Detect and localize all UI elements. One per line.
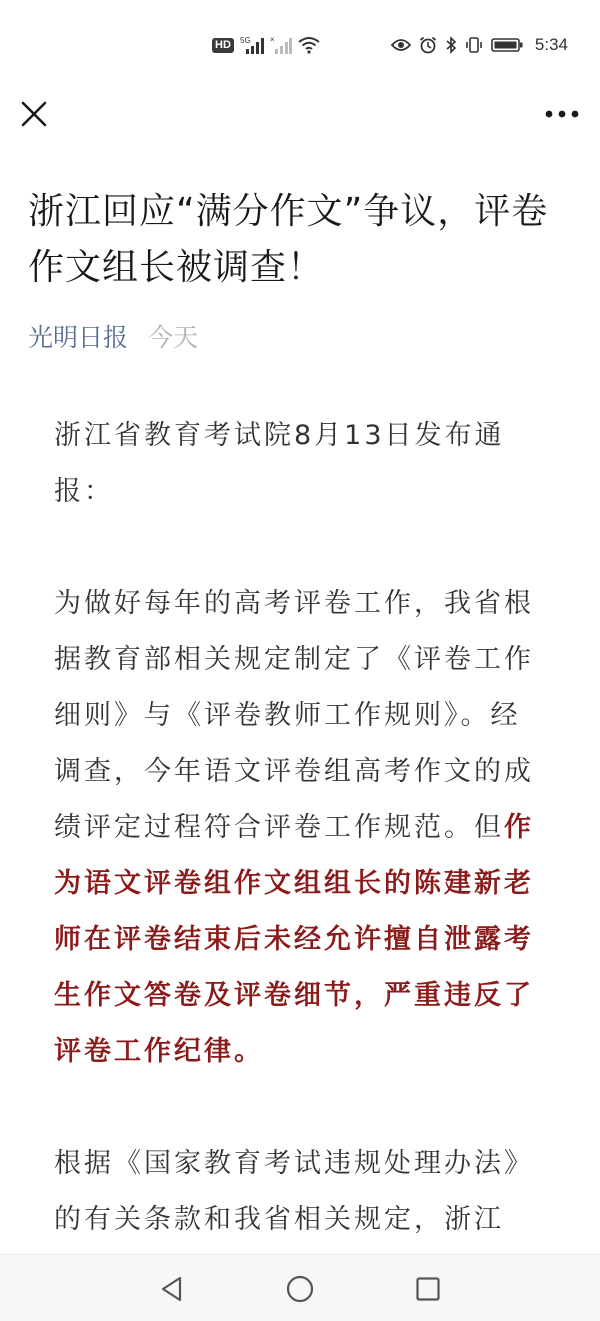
status-right-group <box>391 32 568 58</box>
svg-text:5G: 5G <box>239 36 251 45</box>
svg-text:×: × <box>269 35 275 44</box>
more-icon <box>545 110 579 118</box>
vibrate-icon <box>465 36 483 54</box>
article-meta <box>28 318 198 354</box>
article-source-link[interactable]: 光明日报 <box>28 323 129 352</box>
home-button[interactable] <box>280 1269 320 1309</box>
status-left-group <box>212 33 320 57</box>
hd-voice-icon: HD <box>212 38 234 53</box>
paragraph-2-text: 为做好每年的高考评卷工作，我省根据教育部相关规定制定了《评卷工作细则》与《评卷教师工作规则》。经调查，今年语文评卷组高考作文的成绩评定过程符合评卷工作规范。但 <box>54 588 534 843</box>
article-content <box>54 408 550 1248</box>
recents-button[interactable] <box>408 1269 448 1309</box>
paragraph-3: 根据《国家教育考试违规处理办法》的有关条款和我省相关规定，浙江 <box>54 1148 534 1235</box>
paragraph-spacer <box>54 1080 550 1136</box>
paragraph-2 <box>54 576 550 1080</box>
paragraph-1: 浙江省教育考试院8月13日发布通报： <box>54 420 505 507</box>
wifi-icon <box>298 36 320 54</box>
signal-5g-icon <box>240 35 264 55</box>
close-button[interactable] <box>14 94 54 134</box>
back-button[interactable] <box>152 1269 192 1309</box>
status-time: 5:34 <box>534 35 568 54</box>
back-triangle-icon <box>159 1275 185 1303</box>
article-nav-bar <box>0 88 600 136</box>
article-date: 今天 <box>148 323 199 352</box>
home-circle-icon <box>285 1274 315 1304</box>
close-icon <box>21 101 47 127</box>
paragraph-spacer <box>54 520 550 576</box>
article-title: 浙江回应“满分作文”争议，评卷作文组长被调查！ <box>28 191 549 288</box>
system-navigation-bar <box>0 1254 600 1321</box>
battery-icon <box>491 37 523 53</box>
recents-square-icon <box>415 1276 441 1302</box>
paragraph-2-highlight: 作为语文评卷组作文组组长的陈建新老师在评卷结束后未经允许擅自泄露考生作文答卷及评卷细节，严重违反了评卷工作纪律。 <box>54 812 534 1067</box>
more-button[interactable] <box>538 94 586 134</box>
bluetooth-icon <box>445 36 457 54</box>
signal-icon <box>270 35 292 55</box>
alarm-icon <box>419 36 437 54</box>
status-bar <box>0 0 600 88</box>
eye-icon <box>391 38 411 52</box>
